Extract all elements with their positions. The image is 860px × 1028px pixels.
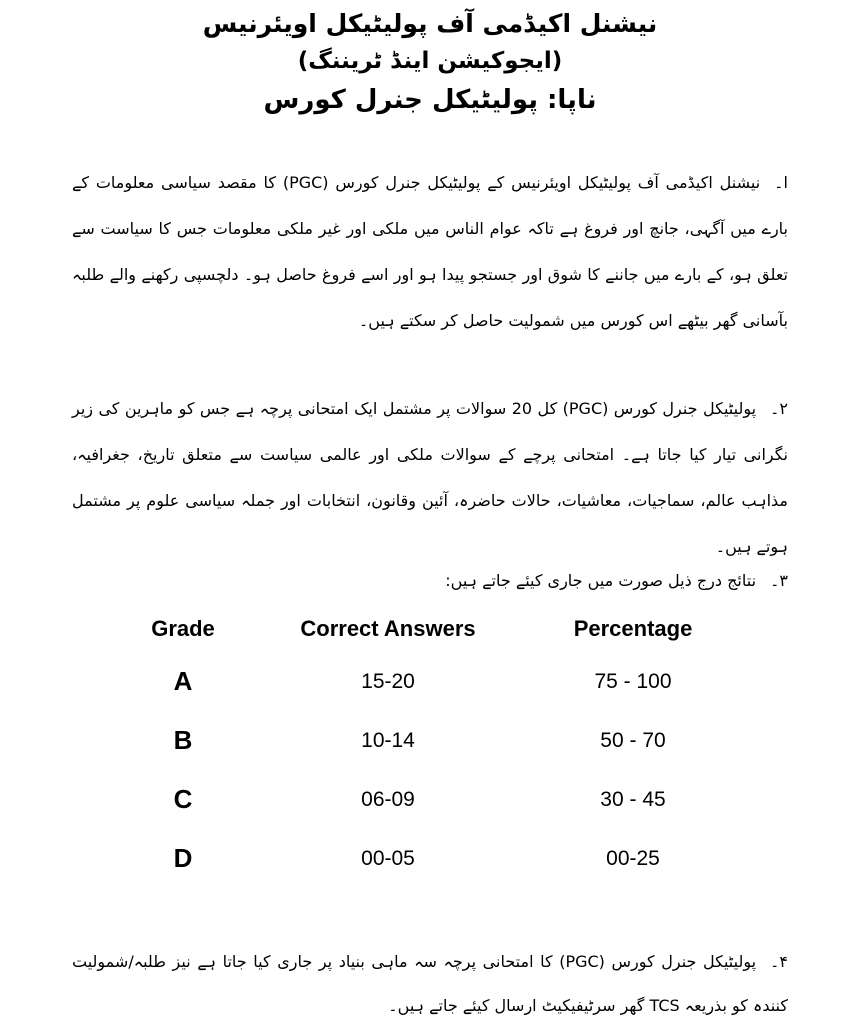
- document-header: [0, 6, 860, 120]
- table-header-row: [108, 606, 748, 652]
- column-header-percentage: Percentage: [573, 616, 693, 641]
- percentage-cell: 50 - 70: [600, 728, 666, 752]
- table-row: [108, 711, 748, 770]
- column-header-correct-answers: Correct Answers: [300, 616, 476, 641]
- paragraph-number: ۲۔: [770, 399, 789, 418]
- percentage-cell: 30 - 45: [600, 787, 666, 811]
- column-header-grade: Grade: [151, 616, 215, 641]
- paragraph-1: [72, 160, 788, 344]
- correct-answers-cell: 10-14: [361, 728, 415, 752]
- paragraph-text: پولیٹیکل جنرل کورس (PGC) کل 20 سوالات پر مشتمل ایک امتحانی پرچہ ہے جس کو ماہرین کی زیر نگرانی تیار کیا جاتا ہے۔ امتحانی پرچے کے سوالات ملکی اور عالمی سیاست سے متعلق تاریخ، جغرافیہ، مذاہب عالم، سماجیات، معاشیات، حالات حاضرہ، آئین وقانون، انتخابات اور جملہ سیاسی علوم پر مشتمل ہوتے ہیں۔: [72, 399, 788, 556]
- paragraph-text: نتائج درج ذیل صورت میں جاری کیئے جاتے ہیں:: [445, 571, 757, 590]
- table-row: [108, 770, 748, 829]
- paragraph-4: [72, 940, 788, 1028]
- paragraph-3: [72, 558, 788, 604]
- correct-answers-cell: 15-20: [361, 669, 415, 693]
- grade-cell: A: [173, 666, 193, 696]
- header-title: نیشنل اکیڈمی آف پولیٹیکل اویئرنیس: [202, 9, 658, 38]
- table-row: [108, 829, 748, 888]
- grade-cell: B: [173, 725, 193, 755]
- grades-table: [108, 606, 748, 888]
- correct-answers-cell: 00-05: [361, 846, 415, 870]
- grade-cell: C: [173, 784, 193, 814]
- percentage-cell: 00-25: [606, 846, 660, 870]
- course-title: ناپا: پولیٹیکل جنرل کورس: [263, 85, 597, 115]
- grade-cell: D: [173, 843, 193, 873]
- paragraph-text: نیشنل اکیڈمی آف پولیٹیکل اویئرنیس کے پولیٹیکل جنرل کورس (PGC) کا مقصد سیاسی معلومات کے بارے میں آگہی، جانچ اور فروغ ہے تاکہ عوام الناس میں ملکی اور غیر ملکی معلومات جس کا سیاست سے تعلق ہو، کے بارے میں جاننے کا شوق اور جستجو پیدا ہو اور اسے فروغ حاصل ہو۔ دلچسپی رکھنے والے طلبہ بآسانی گھر بیٹھے اس کورس میں شمولیت حاصل کر سکتے ہیں۔: [72, 173, 788, 330]
- paragraph-number: ۴۔: [770, 952, 789, 971]
- correct-answers-cell: 06-09: [361, 787, 415, 811]
- paragraph-2: [72, 386, 788, 570]
- header-subtitle: (ایجوکیشن اینڈ ٹریننگ): [297, 48, 563, 74]
- paragraph-number: ۳۔: [770, 571, 788, 590]
- table-row: [108, 652, 748, 711]
- percentage-cell: 75 - 100: [594, 669, 672, 693]
- paragraph-number: ا۔: [774, 173, 788, 192]
- paragraph-text: پولیٹیکل جنرل کورس (PGC) کا امتحانی پرچہ سہ ماہی بنیاد پر جاری کیا جاتا ہے نیز طلبہ/شمولیت کنندہ کو بذریعہ TCS گھر سرٹیفیکیٹ ارسال کیئے جاتے ہیں۔: [72, 952, 788, 1015]
